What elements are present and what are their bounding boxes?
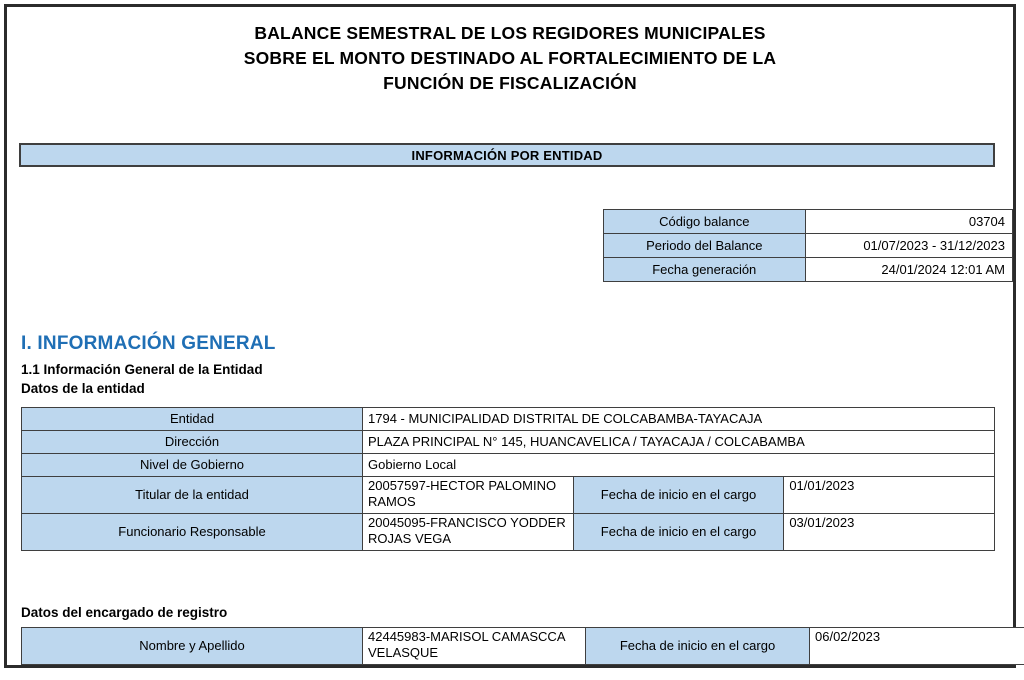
entidad-label: Entidad: [22, 408, 363, 431]
periodo-balance-label: Periodo del Balance: [604, 234, 806, 258]
subsection-heading: 1.1 Información General de la Entidad: [21, 362, 263, 377]
titular-entidad-value: 20057597-HECTOR PALOMINO RAMOS: [363, 477, 574, 514]
titular-fecha-inicio-value: 01/01/2023: [784, 477, 995, 514]
banner-label: INFORMACIÓN POR ENTIDAD: [411, 147, 603, 163]
title-line-2: SOBRE EL MONTO DESTINADO AL FORTALECIMIENTO DE LA: [243, 48, 777, 68]
table-row: [604, 234, 1013, 258]
entity-data-group-label: Datos de la entidad: [21, 381, 145, 396]
entity-data-table: [21, 407, 995, 551]
balance-code-table: [603, 209, 1013, 282]
entity-information-banner: [19, 143, 995, 167]
periodo-balance-value: 01/07/2023 - 31/12/2023: [805, 234, 1012, 258]
fecha-generacion-value: 24/01/2024 12:01 AM: [805, 258, 1012, 282]
table-row: [604, 258, 1013, 282]
nivel-gobierno-label: Nivel de Gobierno: [22, 454, 363, 477]
funcionario-fecha-inicio-value: 03/01/2023: [784, 514, 995, 551]
titular-fecha-inicio-label: Fecha de inicio en el cargo: [573, 477, 784, 514]
document-page: [4, 4, 1016, 668]
table-row: [22, 431, 995, 454]
table-row: [22, 628, 1024, 665]
nombre-apellido-value: 42445983-MARISOL CAMASCCA VELASQUE: [363, 628, 586, 665]
section-heading-informacion-general: I. INFORMACIÓN GENERAL: [21, 333, 276, 354]
table-row: [22, 514, 995, 551]
fecha-generacion-label: Fecha generación: [604, 258, 806, 282]
page-content: [7, 7, 1013, 665]
registrar-data-table: [21, 627, 1024, 665]
registrar-data-group-label: Datos del encargado de registro: [21, 605, 228, 620]
nombre-apellido-label: Nombre y Apellido: [22, 628, 363, 665]
codigo-balance-label: Código balance: [604, 210, 806, 234]
funcionario-responsable-value: 20045095-FRANCISCO YODDER ROJAS VEGA: [363, 514, 574, 551]
table-row: [604, 210, 1013, 234]
titular-entidad-label: Titular de la entidad: [22, 477, 363, 514]
entidad-value: 1794 - MUNICIPALIDAD DISTRITAL DE COLCABAMBA-TAYACAJA: [363, 408, 995, 431]
direccion-value: PLAZA PRINCIPAL N° 145, HUANCAVELICA / TAYACAJA / COLCABAMBA: [363, 431, 995, 454]
codigo-balance-value: 03704: [805, 210, 1012, 234]
title-line-3: FUNCIÓN DE FISCALIZACIÓN: [383, 73, 637, 93]
table-row: [22, 454, 995, 477]
registrar-fecha-inicio-value: 06/02/2023: [810, 628, 1024, 665]
title-line-1: BALANCE SEMESTRAL DE LOS REGIDORES MUNICIPALES: [254, 23, 766, 43]
funcionario-responsable-label: Funcionario Responsable: [22, 514, 363, 551]
nivel-gobierno-value: Gobierno Local: [363, 454, 995, 477]
funcionario-fecha-inicio-label: Fecha de inicio en el cargo: [573, 514, 784, 551]
registrar-fecha-inicio-label: Fecha de inicio en el cargo: [586, 628, 810, 665]
direccion-label: Dirección: [22, 431, 363, 454]
table-row: [22, 477, 995, 514]
table-row: [22, 408, 995, 431]
document-title: [7, 21, 1013, 96]
